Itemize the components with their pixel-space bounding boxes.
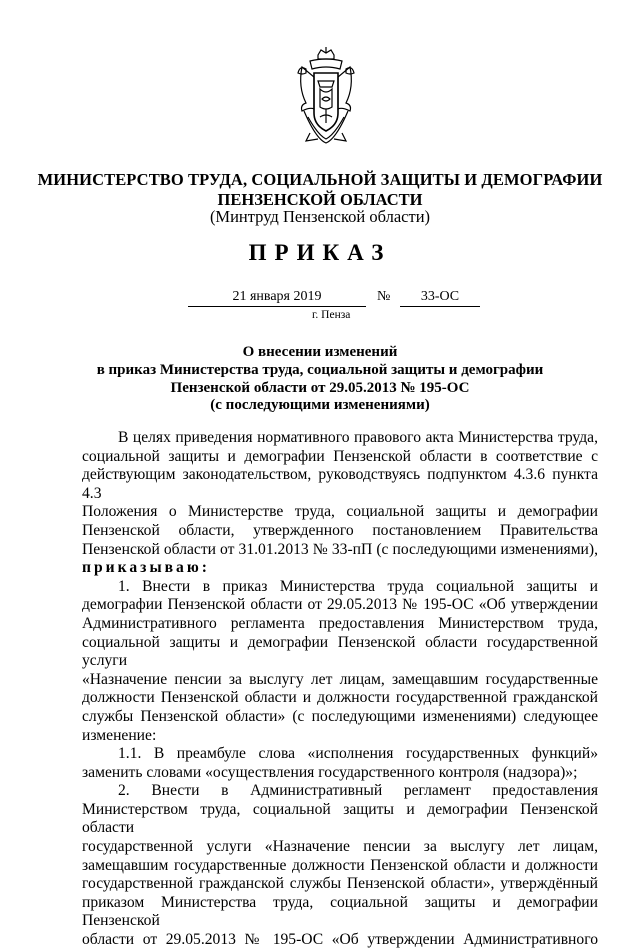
body-line: социальной защиты и демографии Пензенской области государственной услуги: [82, 633, 598, 670]
order-number-sign: №: [377, 289, 391, 304]
body-line: области от 29.05.2013 № 195-ОС «Об утверждении Административного: [82, 931, 598, 949]
body-line: 2. Внести в Административный регламент предоставления: [118, 782, 598, 800]
order-directive-word: приказываю:: [82, 559, 210, 577]
subject-line-4: (с последующими изменениями): [210, 397, 430, 413]
body-line: должности Пензенской области и должности государственной гражданской: [82, 689, 598, 707]
ministry-name-line-1: МИНИСТЕРСТВО ТРУДА, СОЦИАЛЬНОЙ ЗАЩИТЫ И ДЕМОГРАФИИ: [37, 170, 603, 189]
body-line: Пензенской области, утвержденного постановлением Правительства: [82, 521, 598, 539]
body-line: приказом Министерства труда, социальной защиты и демографии Пензенской: [82, 893, 598, 930]
body-line: Министерством труда, социальной защиты и демографии Пензенской области: [82, 800, 598, 837]
body-line: заменить словами «осуществления государственного контроля (надзора)»;: [82, 763, 578, 781]
body-line: замещавшим государственные должности Пензенской области и должности: [82, 856, 598, 874]
body-line: 1.1. В преамбуле слова «исполнения государственных функций»: [118, 745, 598, 763]
subject-line-1: О внесении изменений: [242, 344, 398, 360]
body-line: демографии Пензенской области от 29.05.2013 № 195-ОС «Об утверждении: [82, 596, 598, 614]
ministry-name-line-2: ПЕНЗЕНСКОЙ ОБЛАСТИ: [217, 190, 423, 209]
body-line: государственной услуги «Назначение пенсии за выслугу лет лицам,: [82, 838, 598, 856]
order-body: [82, 429, 598, 950]
body-line: Пензенской области от 31.01.2013 № 33-пП (с последующими изменениями),: [82, 540, 598, 558]
body-line: «Назначение пенсии за выслугу лет лицам, замещавшим государственные: [82, 670, 598, 688]
subject-line-3: Пензенской области от 29.05.2013 № 195-ОС: [170, 380, 470, 396]
body-line: службы Пензенской области» (с последующими изменениями) следующее: [82, 707, 598, 725]
order-title: ПРИКАЗ: [248, 240, 392, 265]
body-line: государственной гражданской службы Пензенской области», утверждённый: [82, 875, 598, 893]
subject-line-2: в приказ Министерства труда, социальной защиты и демографии: [96, 362, 544, 378]
body-line: Положения о Министерстве труда, социальной защиты и демографии: [82, 503, 598, 521]
body-line: социальной защиты и демографии Пензенской области в соответствие с: [82, 447, 598, 465]
body-line: Административного регламента предоставления Министерством труда,: [82, 614, 598, 632]
body-line: действующим законодательством, руководствуясь подпунктом 4.3.6 пункта 4.3: [82, 466, 598, 502]
body-line: В целях приведения нормативного правового акта Министерства труда,: [118, 429, 598, 446]
coat-of-arms-icon: [296, 47, 356, 145]
ministry-short-name: (Минтруд Пензенской области): [209, 207, 431, 226]
order-city: г. Пенза: [312, 309, 351, 321]
body-line: 1. Внести в приказ Министерства труда социальной защиты и: [118, 577, 598, 595]
order-date: 21 января 2019: [188, 289, 366, 307]
body-line: изменение:: [82, 726, 157, 744]
order-number: 33-ОС: [400, 289, 480, 307]
